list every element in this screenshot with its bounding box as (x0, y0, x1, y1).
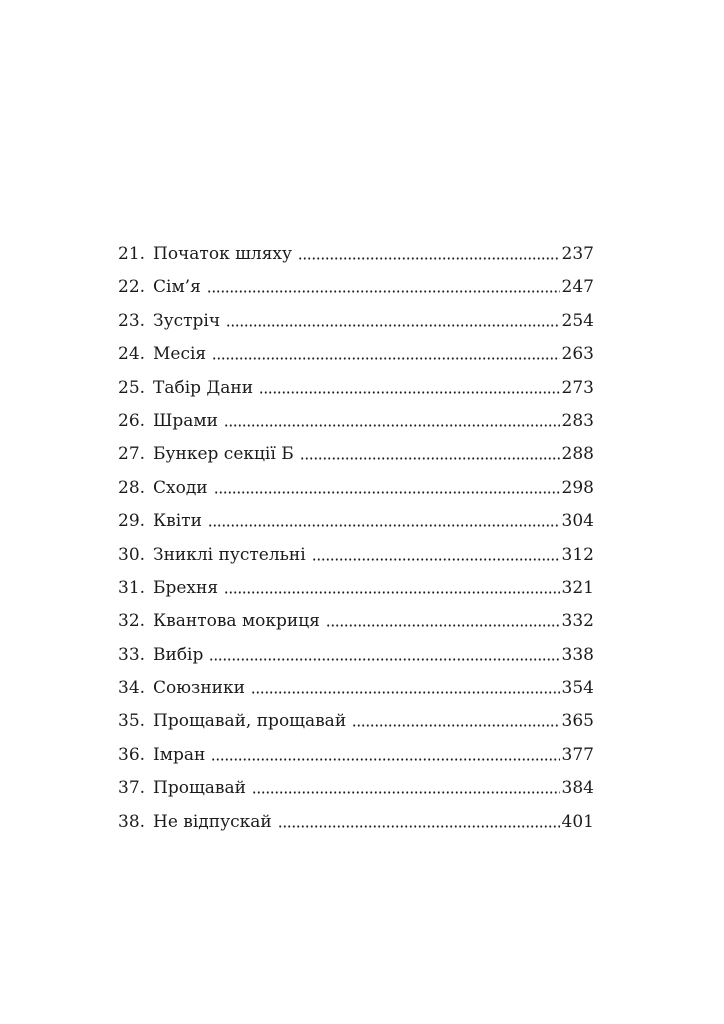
toc-entry (118, 271, 594, 304)
table-of-contents (118, 238, 594, 839)
toc-entry (118, 605, 594, 638)
toc-entry (118, 639, 594, 672)
page-number: 354 (561, 678, 594, 699)
dot-leader (226, 310, 559, 327)
chapter-title: Не відпускай (153, 811, 272, 832)
dot-leader (224, 577, 559, 594)
chapter-number: 34. (118, 678, 146, 699)
chapter-number: 25. (118, 377, 146, 398)
chapter-title: Табір Дани (153, 377, 254, 398)
dot-leader (214, 477, 560, 494)
toc-entry (118, 305, 594, 338)
toc-entry (118, 572, 594, 605)
chapter-number: 30. (118, 544, 146, 565)
chapter-number: 31. (118, 577, 146, 598)
chapter-number: 33. (118, 644, 146, 665)
chapter-number: 28. (118, 477, 146, 498)
chapter-number: 36. (118, 744, 146, 765)
chapter-title: Квантова мокриця (153, 611, 320, 632)
chapter-number: 21. (118, 244, 146, 264)
toc-entry (118, 539, 594, 572)
page-number: 338 (561, 644, 594, 665)
chapter-title: Вибір (153, 644, 204, 665)
chapter-number: 29. (118, 511, 146, 532)
page-number: 332 (561, 611, 594, 632)
toc-entry (118, 505, 594, 538)
toc-entry (118, 372, 594, 405)
dot-leader (209, 644, 559, 661)
toc-entry (118, 238, 594, 271)
page-number: 237 (561, 244, 594, 264)
chapter-title: Сходи (153, 477, 208, 498)
page-number: 263 (561, 344, 594, 365)
page-number: 365 (561, 711, 594, 732)
chapter-title: Прощавай, прощавай (153, 711, 347, 732)
page-number: 321 (561, 577, 594, 598)
chapter-title: Шрами (153, 410, 218, 431)
dot-leader (298, 243, 560, 260)
toc-entry (118, 338, 594, 371)
chapter-title: Імран (153, 744, 206, 765)
chapter-title: Прощавай (153, 778, 246, 799)
chapter-title: Квіти (153, 511, 202, 532)
chapter-title: Брехня (153, 577, 219, 598)
toc-entry (118, 705, 594, 738)
page-number: 283 (561, 410, 594, 431)
toc-entry (118, 438, 594, 471)
dot-leader (312, 544, 560, 561)
dot-leader (252, 777, 560, 794)
chapter-number: 38. (118, 811, 146, 832)
chapter-title: Зниклі пустельні (153, 544, 306, 565)
toc-entry (118, 739, 594, 772)
chapter-title: Союзники (153, 678, 245, 699)
page-number: 288 (561, 444, 594, 465)
dot-leader (352, 710, 559, 727)
dot-leader (259, 377, 559, 394)
toc-entry (118, 806, 594, 839)
toc-entry (118, 772, 594, 805)
dot-leader (208, 510, 560, 527)
dot-leader (278, 811, 560, 828)
chapter-title: Месія (153, 344, 207, 365)
chapter-title: Початок шляху (153, 244, 293, 264)
chapter-number: 26. (118, 410, 146, 431)
chapter-number: 27. (118, 444, 146, 465)
chapter-title: Бункер секції Б (153, 444, 294, 465)
dot-leader (207, 276, 560, 293)
page-number: 312 (561, 544, 594, 565)
page-number: 247 (561, 277, 594, 298)
chapter-number: 32. (118, 611, 146, 632)
dot-leader (224, 410, 560, 427)
dot-leader (326, 610, 560, 627)
page-number: 254 (561, 310, 594, 331)
chapter-title: Сім’я (153, 277, 201, 298)
toc-entry (118, 405, 594, 438)
page-number: 377 (561, 744, 594, 765)
chapter-title: Зустріч (153, 310, 221, 331)
toc-entry (118, 672, 594, 705)
toc-entry (118, 472, 594, 505)
page-number: 273 (561, 377, 594, 398)
dot-leader (251, 677, 560, 694)
chapter-number: 37. (118, 778, 146, 799)
chapter-number: 35. (118, 711, 146, 732)
dot-leader (300, 443, 560, 460)
page-number: 384 (561, 778, 594, 799)
page-number: 304 (561, 511, 594, 532)
page-number: 298 (561, 477, 594, 498)
dot-leader (212, 343, 559, 360)
chapter-number: 24. (118, 344, 146, 365)
page-number: 401 (561, 811, 594, 832)
chapter-number: 23. (118, 310, 146, 331)
chapter-number: 22. (118, 277, 146, 298)
dot-leader (211, 744, 559, 761)
